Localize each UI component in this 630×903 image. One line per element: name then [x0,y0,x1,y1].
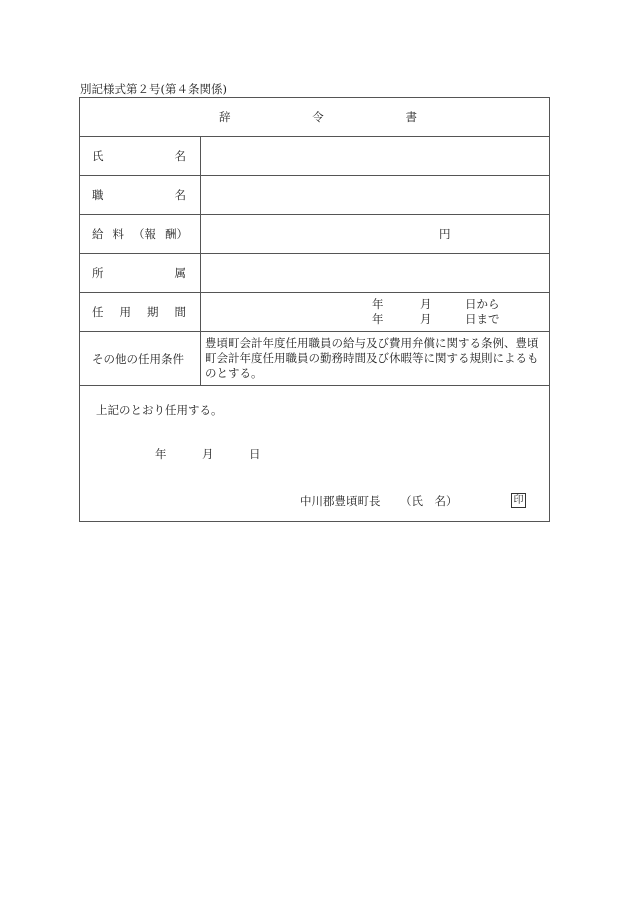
other-conditions-text: 豊頃町会計年度任用職員の給与及び費用弁償に関する条例、豊頃町会計年度任用職員の勤務時間及び休暇等に関する規則によるものとする。 [205,336,539,380]
period-from-year: 年 [372,297,384,311]
field-position[interactable] [201,176,550,213]
date-year: 年 [155,447,167,461]
label-salary: 給 料 （報 酬） [92,227,188,241]
field-name[interactable] [201,137,550,174]
period-to-day: 日まで [465,312,500,326]
form-title: 辞 令 書 [219,110,417,124]
row-divider [80,385,549,386]
label-name: 氏 名 [92,149,186,163]
period-from-month: 月 [420,297,432,311]
appointment-statement: 上記のとおり任用する。 [96,403,223,417]
row-divider [80,331,549,332]
row-divider [80,292,549,293]
issuer-name-placeholder: （氏 名） [400,494,458,508]
field-affiliation[interactable] [201,254,550,291]
date-month: 月 [202,447,214,461]
form-caption: 別記様式第２号(第４条関係) [80,82,227,96]
date-day: 日 [249,447,261,461]
label-affiliation: 所 属 [92,266,186,280]
label-other-conditions: その他の任用条件 [92,352,184,366]
period-to-month: 月 [420,312,432,326]
issuer-title: 中川郡豊頃町長 [300,494,381,508]
appointment-form [79,97,550,522]
label-position: 職 名 [92,188,186,202]
field-salary[interactable] [201,215,550,252]
salary-unit: 円 [439,227,451,241]
period-from-day: 日から [465,297,500,311]
seal-icon: 印 [511,493,526,508]
period-to-year: 年 [372,312,384,326]
label-period: 任 用 期 間 [92,305,186,319]
